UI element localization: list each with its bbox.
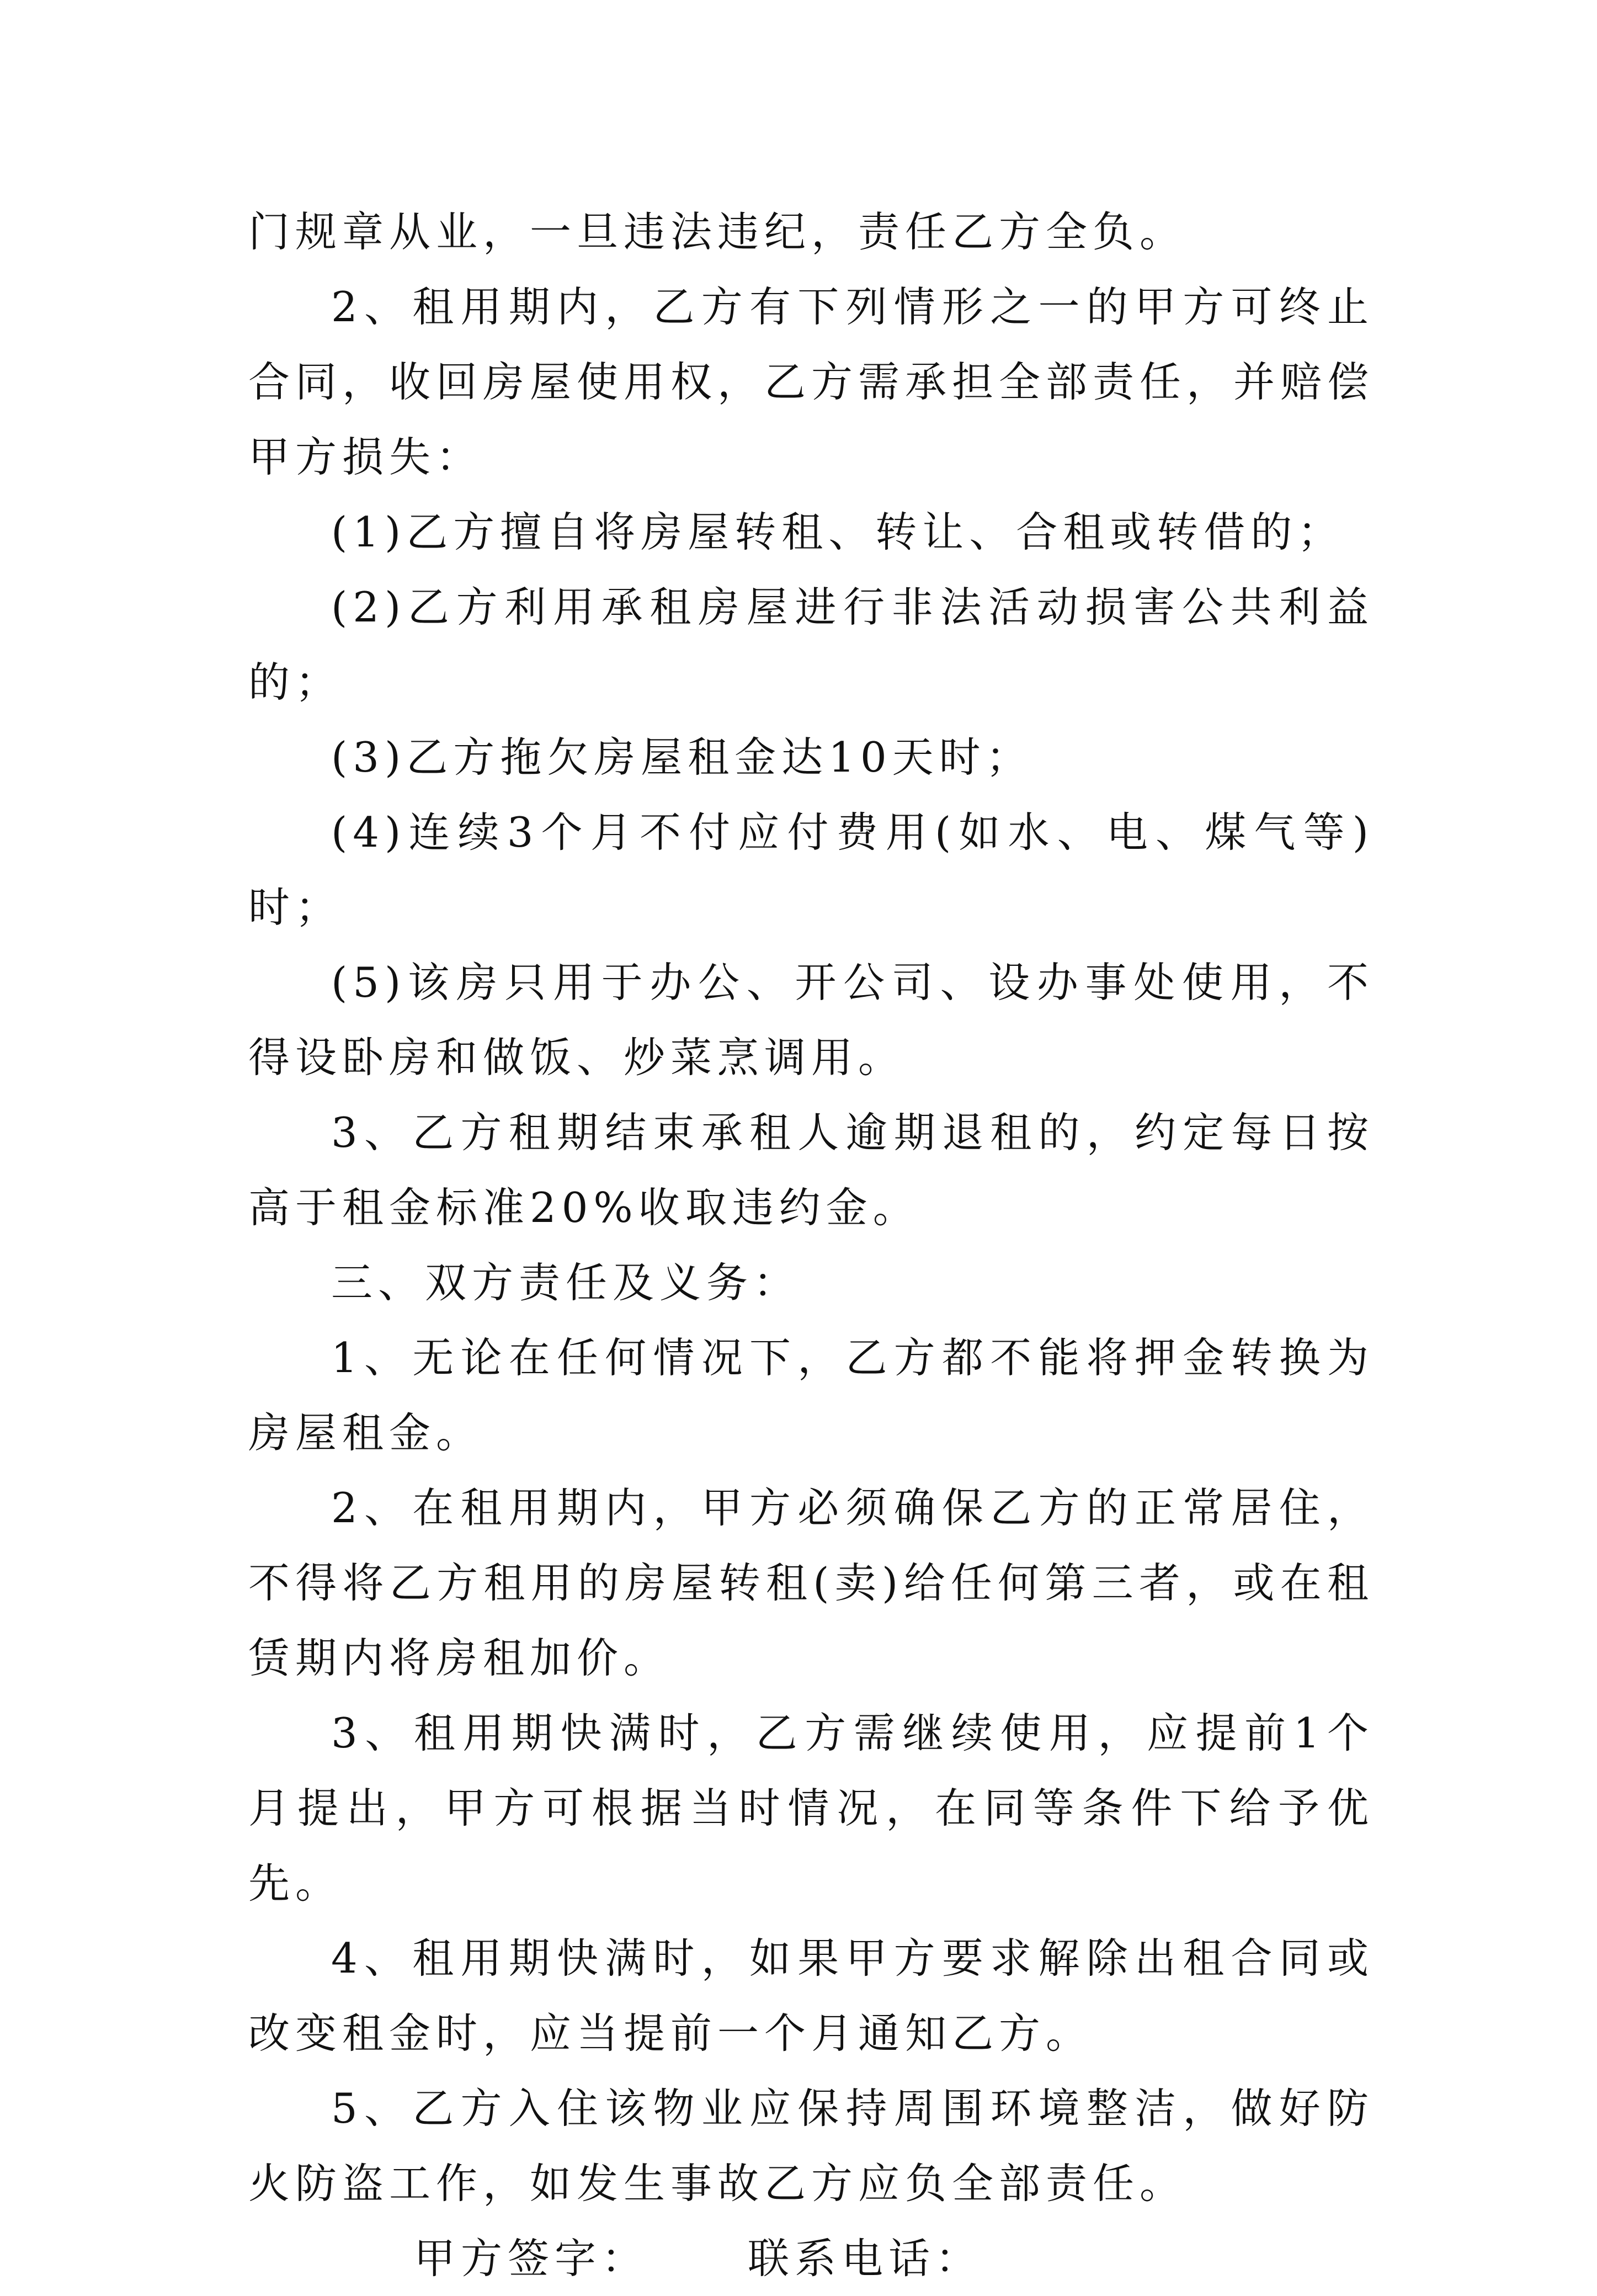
list-item-sublet: (1)乙方擅自将房屋转租、转让、合租或转借的； (331, 508, 1345, 556)
list-item-illegal-activity: (2)乙方利用承租房屋进行非法活动损害公共利益的； (248, 583, 1374, 706)
paragraph-termination-notice: 4、租用期快满时，如果甲方要求解除出租合同或改变租金时，应当提前一个月通知乙方。 (248, 1934, 1374, 2058)
paragraph-safety-duty: 5、乙方入住该物业应保持周围环境整洁，做好防火防盗工作，如发生事故乙方应负全部责任。 (248, 2084, 1374, 2208)
phone-label: 联系电话： (748, 2234, 983, 2283)
list-item-office-use-only: (5)该房只用于办公、开公司、设办事处使用，不得设卧房和做饭、炒菜烹调用。 (248, 958, 1374, 1082)
document-body (248, 194, 1374, 2296)
section-heading-responsibilities: 三、双方责任及义务： (331, 1258, 801, 1307)
signature-line (248, 2221, 1374, 2296)
paragraph-overdue-penalty: 3、乙方租期结束承租人逾期退租的，约定每日按高于租金标准20%收取违约金。 (248, 1108, 1374, 1232)
paragraph-renewal-notice: 3、租用期快满时，乙方需继续使用，应提前1个月提出，甲方可根据当时情况，在同等条件下给予优先。 (248, 1709, 1374, 1907)
paragraph-landlord-guarantee: 2、在租用期内，甲方必须确保乙方的正常居住，不得将乙方租用的房屋转租(卖)给任何第三者，或在租赁期内将房租加价。 (248, 1484, 1374, 1682)
paragraph-termination-clause: 2、租用期内，乙方有下列情形之一的甲方可终止合同，收回房屋使用权，乙方需承担全部责任，并赔偿甲方损失： (248, 283, 1375, 481)
party-a-signature-label: 甲方签字： (414, 2234, 649, 2283)
paragraph-continuation: 门规章从业，一旦违法违纪，责任乙方全负。 (248, 208, 1187, 256)
paragraph-deposit-rule: 1、无论在任何情况下，乙方都不能将押金转换为房屋租金。 (248, 1333, 1374, 1457)
list-item-unpaid-fees: (4)连续3个月不付应付费用(如水、电、煤气等)时； (248, 808, 1374, 932)
list-item-rent-arrears: (3)乙方拖欠房屋租金达10天时； (331, 733, 1033, 782)
